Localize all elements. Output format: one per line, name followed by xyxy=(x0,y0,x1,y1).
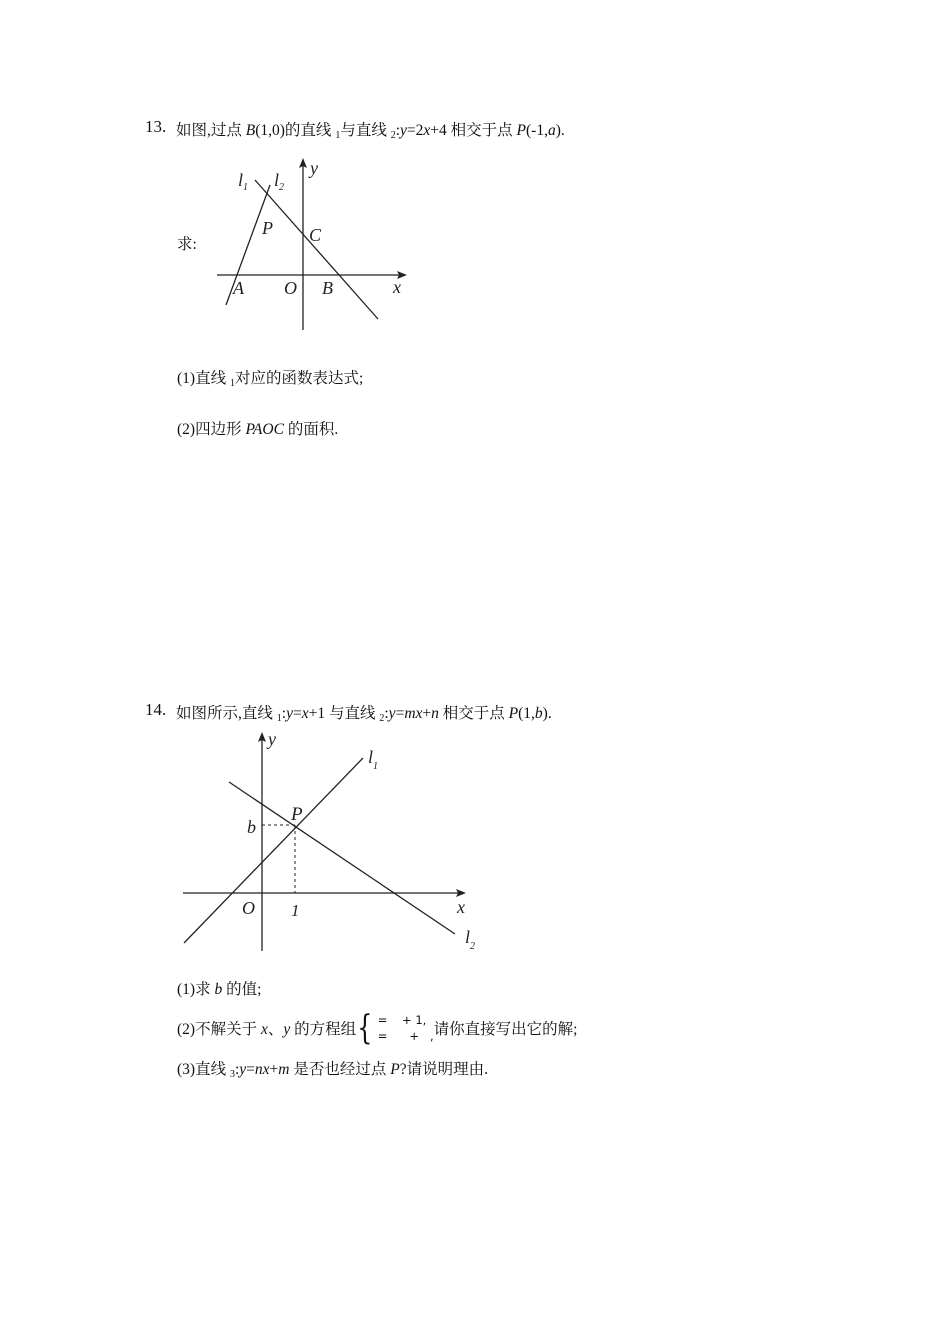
q14-label-b: b xyxy=(247,817,256,837)
q13-part2: (2)四边形 PAOC 的面积. xyxy=(177,421,339,438)
q13-label-l2: $l_2$ xyxy=(274,170,285,193)
q14-line-l1 xyxy=(184,758,363,943)
q13-ask: 求: xyxy=(177,236,197,253)
q13-label-B: B xyxy=(322,278,333,298)
q13-label-x: x xyxy=(393,277,401,297)
q13-label-C: C xyxy=(309,225,322,245)
q13-label-P: P xyxy=(262,218,273,238)
q14-label-l1: $l_1$ xyxy=(368,747,379,772)
q13-label-y: y xyxy=(310,158,318,178)
q14-line-l2 xyxy=(229,782,455,934)
equation-row-1: = + 1, xyxy=(377,1013,427,1027)
q13-label-O: O xyxy=(284,278,297,298)
equation-system xyxy=(378,1012,434,1044)
q14-label-O: O xyxy=(242,898,255,918)
q14-label-x: x xyxy=(457,897,465,917)
q14-part3: (3)直线 $_3$:y=nx+m 是否也经过点 P?请说明理由. xyxy=(177,1061,488,1080)
q13-figure xyxy=(200,150,415,340)
q14-part1: (1)求 b 的值; xyxy=(177,981,262,998)
q14-figure xyxy=(175,725,490,960)
q14-stem: 如图所示,直线 $_1$:y=x+1 与直线 $_2$:y=mx+n 相交于点 P(1,b). xyxy=(176,705,552,724)
q14-label-l2: $l_2$ xyxy=(465,927,476,952)
q14-label-y: y xyxy=(268,729,276,749)
q13-label-A: A xyxy=(233,278,244,298)
q14-number: 14. xyxy=(145,700,167,719)
q13-number: 13. xyxy=(145,117,167,136)
q13-stem: 如图,过点 B(1,0)的直线 $_1$与直线 $_2$:y=2x+4 相交于点 P(-1,a). xyxy=(176,122,565,141)
q14-part2: (2)不解关于 x、y 的方程组{ = + 1, = + , 请你直接写出它的解; xyxy=(177,1008,578,1048)
equation-row-2: = + , xyxy=(377,1029,434,1043)
q13-part1: (1)直线 $_1$对应的函数表达式; xyxy=(177,370,364,389)
q13-label-l1: $l_1$ xyxy=(238,170,249,193)
q14-label-P: P xyxy=(291,804,303,825)
q14-label-1: 1 xyxy=(291,901,300,920)
q13-line-l1 xyxy=(255,180,378,319)
system-brace: { xyxy=(357,1008,373,1048)
